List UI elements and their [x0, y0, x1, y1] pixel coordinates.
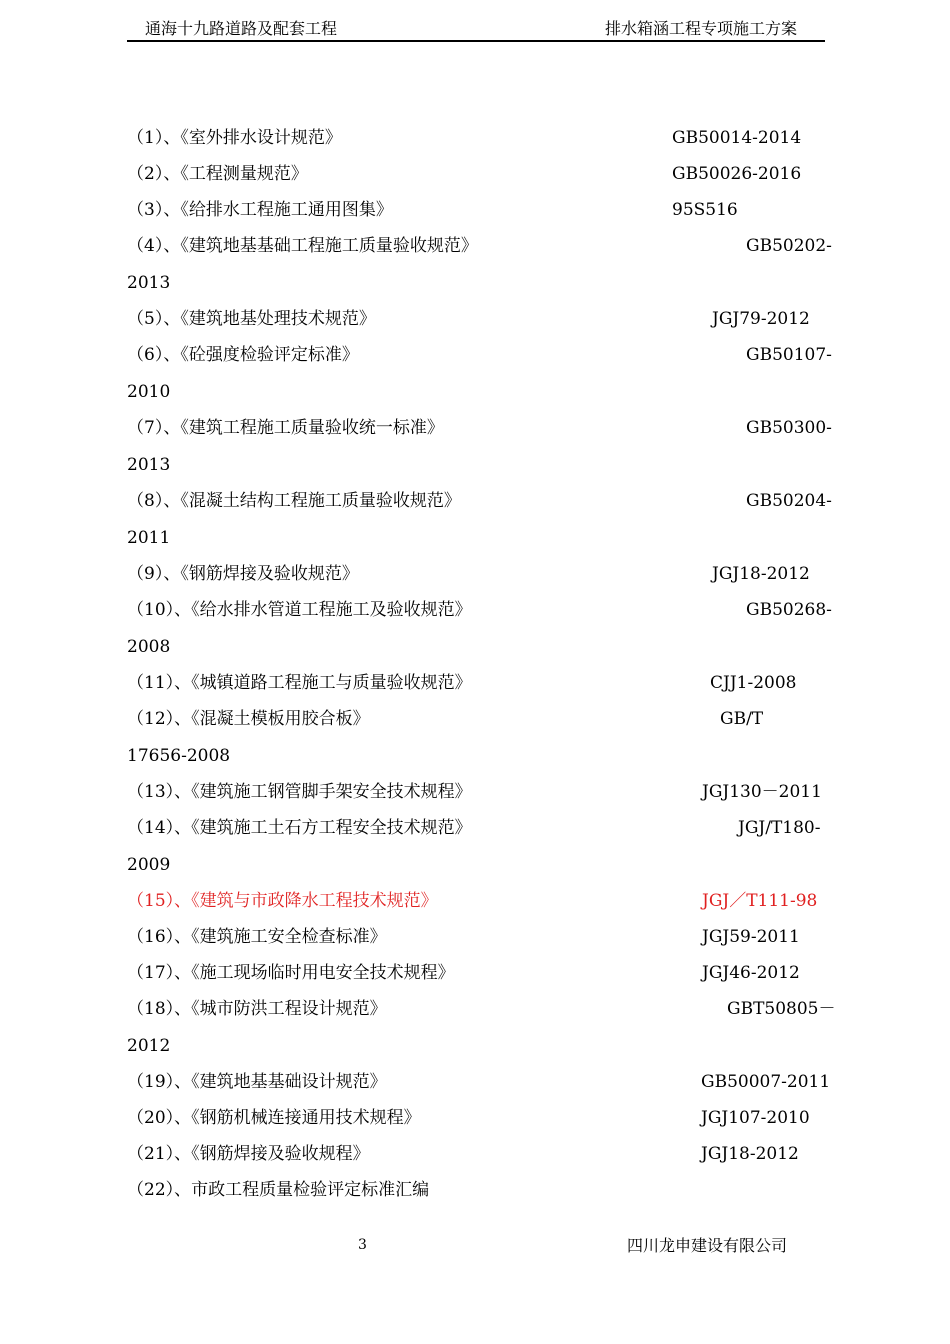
standard-title: （18）、《城市防洪工程设计规范》 [127, 999, 387, 1019]
standard-code: JGJ59-2011 [702, 927, 800, 947]
standard-title: 2013 [127, 455, 171, 475]
standard-code: GB/T [720, 709, 764, 729]
standard-title: （9）、《钢筋焊接及验收规范》 [127, 564, 359, 584]
standard-code: GB50026-2016 [672, 164, 802, 184]
standard-code: GB50204- [746, 491, 832, 511]
standard-title: （2）、《工程测量规范》 [127, 164, 308, 184]
standard-title: （15）、《建筑与市政降水工程技术规范》 [127, 891, 438, 911]
standard-title: 2012 [127, 1036, 171, 1056]
standard-title: （4）、《建筑地基基础工程施工质量验收规范》 [127, 236, 478, 256]
standard-title: 2009 [127, 855, 171, 875]
standard-title: （5）、《建筑地基处理技术规范》 [127, 309, 376, 329]
standard-title: 2011 [127, 528, 171, 548]
standard-title: （20）、《钢筋机械连接通用技术规程》 [127, 1108, 421, 1128]
standard-code: GB50300- [746, 418, 832, 438]
standard-title: （7）、《建筑工程施工质量验收统一标准》 [127, 418, 444, 438]
standard-code: JGJ／T111-98 [702, 891, 818, 911]
standard-code: JGJ18-2012 [712, 564, 810, 584]
standard-title: （19）、《建筑地基基础设计规范》 [127, 1072, 387, 1092]
header-document-title: 排水箱涵工程专项施工方案 [605, 19, 798, 38]
standard-title: （14）、《建筑施工土石方工程安全技术规范》 [127, 818, 472, 838]
standard-code: JGJ79-2012 [712, 309, 810, 329]
standard-title: （3）、《给排水工程施工通用图集》 [127, 200, 393, 220]
standard-title: （12）、《混凝土模板用胶合板》 [127, 709, 370, 729]
standard-title: （11）、《城镇道路工程施工与质量验收规范》 [127, 673, 472, 693]
standard-title: （17）、《施工现场临时用电安全技术规程》 [127, 963, 455, 983]
standard-code: JGJ130－2011 [702, 782, 822, 802]
standard-code: GB50007-2011 [701, 1072, 831, 1092]
standard-code: GBT50805－ [727, 999, 836, 1019]
header-project-title: 通海十九路道路及配套工程 [145, 19, 338, 38]
standard-code: 95S516 [672, 200, 738, 220]
standard-title: （1）、《室外排水设计规范》 [127, 128, 342, 148]
standard-title: 17656-2008 [127, 746, 231, 766]
standard-title: （21）、《钢筋焊接及验收规程》 [127, 1144, 370, 1164]
standard-code: JGJ18-2012 [701, 1144, 799, 1164]
standard-code: GB50107- [746, 345, 832, 365]
standard-code: JGJ107-2010 [701, 1108, 810, 1128]
footer-company-name: 四川龙申建设有限公司 [627, 1236, 788, 1255]
header-rule [127, 40, 825, 42]
standard-code: CJJ1-2008 [710, 673, 797, 693]
standard-title: （13）、《建筑施工钢管脚手架安全技术规程》 [127, 782, 472, 802]
standard-code: GB50202- [746, 236, 832, 256]
standard-code: GB50014-2014 [672, 128, 802, 148]
standard-title: （10）、《给水排水管道工程施工及验收规范》 [127, 600, 472, 620]
standard-title: （8）、《混凝土结构工程施工质量验收规范》 [127, 491, 461, 511]
standard-title: （16）、《建筑施工安全检查标准》 [127, 927, 387, 947]
standard-code: GB50268- [746, 600, 832, 620]
standard-title: 2008 [127, 637, 171, 657]
standard-title: 2010 [127, 382, 171, 402]
page-number: 3 [358, 1237, 367, 1253]
standard-code: JGJ/T180- [738, 818, 821, 838]
standard-code: JGJ46-2012 [702, 963, 800, 983]
standard-title: 2013 [127, 273, 171, 293]
standard-title: （22）、市政工程质量检验评定标准汇编 [127, 1180, 430, 1200]
standard-title: （6）、《砼强度检验评定标准》 [127, 345, 359, 365]
